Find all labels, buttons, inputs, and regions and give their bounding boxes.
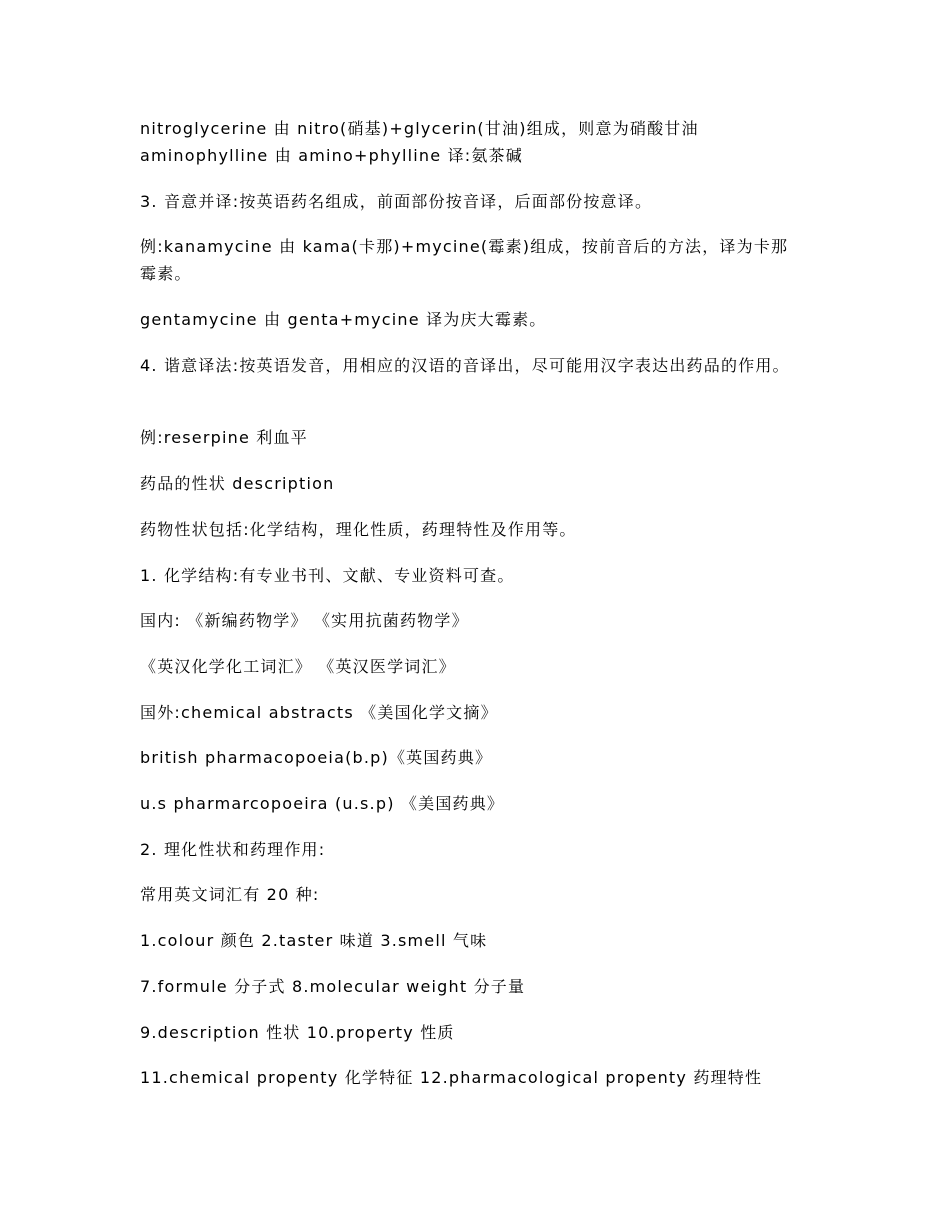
text-line: u.s pharmarcopoeira (u.s.p) 《美国药典》 xyxy=(140,794,505,813)
text-line: 例:kanamycine 由 kama(卡那)+mycine(霉素)组成，按前音后的方法，译为卡那 xyxy=(140,237,789,256)
text-line: 1. 化学结构:有专业书刊、文献、专业资料可查。 xyxy=(140,566,515,585)
text-line: 4. 谐意译法:按英语发音，用相应的汉语的音译出，尽可能用汉字表达出药品的作用。 xyxy=(140,356,790,375)
text-line: 药品的性状 description xyxy=(140,474,335,493)
text-line: 《英汉化学化工词汇》 《英汉医学词汇》 xyxy=(140,657,456,676)
text-line: 9.description 性状 10.property 性质 xyxy=(140,1023,455,1042)
text-line: 11.chemical propenty 化学特征 12.pharmacological propenty 药理特性 xyxy=(140,1068,763,1087)
text-line: 例:reserpine 利血平 xyxy=(140,428,308,447)
text-line: 霉素。 xyxy=(140,264,192,283)
text-line: 常用英文词汇有 20 种: xyxy=(140,885,320,904)
text-line: 3. 音意并译:按英语药名组成，前面部份按音译，后面部份按意译。 xyxy=(140,192,653,211)
text-line: 7.formule 分子式 8.molecular weight 分子量 xyxy=(140,977,526,996)
text-line: gentamycine 由 genta+mycine 译为庆大霉素。 xyxy=(140,310,547,329)
text-line: 药物性状包括:化学结构，理化性质，药理特性及作用等。 xyxy=(140,520,577,539)
text-line: 1.colour 颜色 2.taster 味道 3.smell 气味 xyxy=(140,931,488,950)
text-line: 国内: 《新编药物学》 《实用抗菌药物学》 xyxy=(140,611,469,630)
text-line: british pharmacopoeia(b.p)《英国药典》 xyxy=(140,748,493,767)
text-line: 国外:chemical abstracts 《美国化学文摘》 xyxy=(140,703,498,722)
text-line: 2. 理化性状和药理作用: xyxy=(140,840,326,859)
text-line: aminophylline 由 amino+phylline 译:氨茶碱 xyxy=(140,146,523,165)
text-line: nitroglycerine 由 nitro(硝基)+glycerin(甘油)组成，则意为硝酸甘油 xyxy=(140,119,699,138)
